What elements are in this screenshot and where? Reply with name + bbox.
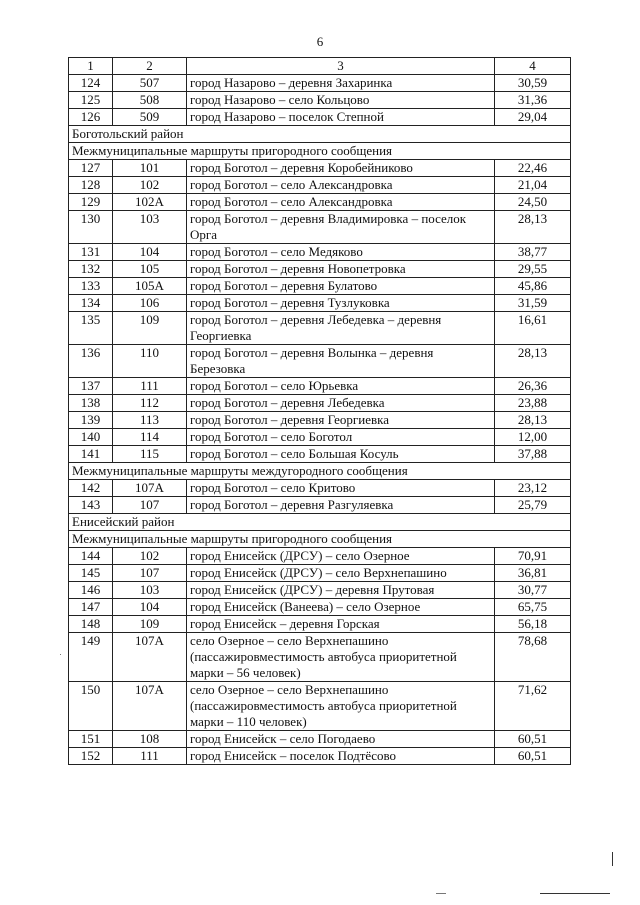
row-number-cell: 132 bbox=[69, 261, 113, 278]
route-number-cell: 110 bbox=[113, 345, 187, 378]
distance-cell: 78,68 bbox=[495, 633, 571, 682]
row-number-cell: 147 bbox=[69, 599, 113, 616]
route-name-cell: город Боготол – деревня Волынка – деревня Березовка bbox=[187, 345, 495, 378]
table-row bbox=[69, 92, 571, 109]
row-number-cell: 151 bbox=[69, 731, 113, 748]
row-number-cell: 145 bbox=[69, 565, 113, 582]
routes-table-body bbox=[69, 58, 571, 765]
route-number-cell: 107А bbox=[113, 633, 187, 682]
row-number-cell: 129 bbox=[69, 194, 113, 211]
route-name-cell: город Боготол – деревня Георгиевка bbox=[187, 412, 495, 429]
row-number-cell: 131 bbox=[69, 244, 113, 261]
route-name-cell: село Озерное – село Верхнепашино (пассажировместимость автобуса приоритетной марки – 110 человек) bbox=[187, 682, 495, 731]
distance-cell: 60,51 bbox=[495, 731, 571, 748]
section-title: Межмуниципальные маршруты междугородного сообщения bbox=[69, 463, 571, 480]
section-row bbox=[69, 531, 571, 548]
route-number-cell: 111 bbox=[113, 748, 187, 765]
distance-cell: 45,86 bbox=[495, 278, 571, 295]
route-name-cell: город Боготол – деревня Тузлуковка bbox=[187, 295, 495, 312]
route-number-cell: 115 bbox=[113, 446, 187, 463]
table-row bbox=[69, 244, 571, 261]
route-name-cell: город Боготол – село Александровка bbox=[187, 177, 495, 194]
route-name-cell: город Боготол – деревня Коробейниково bbox=[187, 160, 495, 177]
table-row bbox=[69, 731, 571, 748]
row-number-cell: 148 bbox=[69, 616, 113, 633]
table-row bbox=[69, 548, 571, 565]
row-number-cell: 149 bbox=[69, 633, 113, 682]
route-name-cell: город Боготол – деревня Булатово bbox=[187, 278, 495, 295]
row-number-cell: 150 bbox=[69, 682, 113, 731]
table-row bbox=[69, 446, 571, 463]
table-row bbox=[69, 395, 571, 412]
route-name-cell: город Боготол – село Юрьевка bbox=[187, 378, 495, 395]
distance-cell: 28,13 bbox=[495, 412, 571, 429]
section-title: Енисейский район bbox=[69, 514, 571, 531]
table-row bbox=[69, 261, 571, 278]
distance-cell: 31,36 bbox=[495, 92, 571, 109]
distance-cell: 28,13 bbox=[495, 345, 571, 378]
row-number-cell: 139 bbox=[69, 412, 113, 429]
row-number-cell: 128 bbox=[69, 177, 113, 194]
row-number-cell: 140 bbox=[69, 429, 113, 446]
distance-cell: 21,04 bbox=[495, 177, 571, 194]
distance-cell: 65,75 bbox=[495, 599, 571, 616]
distance-cell: 22,46 bbox=[495, 160, 571, 177]
routes-table bbox=[68, 57, 571, 765]
route-name-cell: город Енисейск (ДРСУ) – деревня Прутовая bbox=[187, 582, 495, 599]
distance-cell: 25,79 bbox=[495, 497, 571, 514]
route-number-cell: 508 bbox=[113, 92, 187, 109]
table-row bbox=[69, 599, 571, 616]
route-number-cell: 105 bbox=[113, 261, 187, 278]
route-name-cell: город Боготол – село Критово bbox=[187, 480, 495, 497]
route-number-cell: 104 bbox=[113, 599, 187, 616]
route-number-cell: 108 bbox=[113, 731, 187, 748]
table-row bbox=[69, 616, 571, 633]
section-row bbox=[69, 463, 571, 480]
section-row bbox=[69, 514, 571, 531]
route-number-cell: 112 bbox=[113, 395, 187, 412]
route-name-cell: город Енисейск – село Погодаево bbox=[187, 731, 495, 748]
route-name-cell: город Боготол – деревня Лебедевка – деревня Георгиевка bbox=[187, 312, 495, 345]
section-title: Межмуниципальные маршруты пригородного сообщения bbox=[69, 143, 571, 160]
table-row bbox=[69, 633, 571, 682]
table-header-row bbox=[69, 58, 571, 75]
table-row bbox=[69, 75, 571, 92]
header-cell-1: 1 bbox=[69, 58, 113, 75]
scan-speck bbox=[436, 893, 446, 894]
route-number-cell: 107 bbox=[113, 565, 187, 582]
scan-speck bbox=[60, 654, 61, 655]
route-number-cell: 113 bbox=[113, 412, 187, 429]
distance-cell: 16,61 bbox=[495, 312, 571, 345]
section-title: Боготольский район bbox=[69, 126, 571, 143]
route-number-cell: 111 bbox=[113, 378, 187, 395]
route-name-cell: город Енисейск – деревня Горская bbox=[187, 616, 495, 633]
distance-cell: 37,88 bbox=[495, 446, 571, 463]
route-number-cell: 114 bbox=[113, 429, 187, 446]
header-cell-4: 4 bbox=[495, 58, 571, 75]
row-number-cell: 136 bbox=[69, 345, 113, 378]
distance-cell: 31,59 bbox=[495, 295, 571, 312]
section-row bbox=[69, 126, 571, 143]
distance-cell: 23,88 bbox=[495, 395, 571, 412]
distance-cell: 29,04 bbox=[495, 109, 571, 126]
distance-cell: 60,51 bbox=[495, 748, 571, 765]
table-row bbox=[69, 177, 571, 194]
row-number-cell: 142 bbox=[69, 480, 113, 497]
distance-cell: 29,55 bbox=[495, 261, 571, 278]
route-name-cell: город Боготол – село Александровка bbox=[187, 194, 495, 211]
route-name-cell: город Назарово – деревня Захаринка bbox=[187, 75, 495, 92]
section-row bbox=[69, 143, 571, 160]
route-number-cell: 101 bbox=[113, 160, 187, 177]
route-name-cell: город Боготол – село Медяково bbox=[187, 244, 495, 261]
route-name-cell: город Боготол – деревня Разгуляевка bbox=[187, 497, 495, 514]
distance-cell: 12,00 bbox=[495, 429, 571, 446]
distance-cell: 24,50 bbox=[495, 194, 571, 211]
distance-cell: 23,12 bbox=[495, 480, 571, 497]
route-number-cell: 105А bbox=[113, 278, 187, 295]
row-number-cell: 143 bbox=[69, 497, 113, 514]
row-number-cell: 138 bbox=[69, 395, 113, 412]
header-cell-3: 3 bbox=[187, 58, 495, 75]
route-number-cell: 109 bbox=[113, 312, 187, 345]
row-number-cell: 134 bbox=[69, 295, 113, 312]
table-row bbox=[69, 480, 571, 497]
route-number-cell: 509 bbox=[113, 109, 187, 126]
route-name-cell: город Енисейск – поселок Подтёсово bbox=[187, 748, 495, 765]
route-number-cell: 102 bbox=[113, 548, 187, 565]
route-name-cell: город Боготол – деревня Владимировка – поселок Орга bbox=[187, 211, 495, 244]
row-number-cell: 133 bbox=[69, 278, 113, 295]
distance-cell: 38,77 bbox=[495, 244, 571, 261]
route-name-cell: город Назарово – поселок Степной bbox=[187, 109, 495, 126]
distance-cell: 30,59 bbox=[495, 75, 571, 92]
scan-edge-mark bbox=[540, 893, 610, 894]
route-number-cell: 107 bbox=[113, 497, 187, 514]
distance-cell: 71,62 bbox=[495, 682, 571, 731]
table-row bbox=[69, 160, 571, 177]
route-name-cell: город Боготол – деревня Новопетровка bbox=[187, 261, 495, 278]
route-name-cell: город Енисейск (ДРСУ) – село Верхнепашино bbox=[187, 565, 495, 582]
table-row bbox=[69, 295, 571, 312]
distance-cell: 30,77 bbox=[495, 582, 571, 599]
route-name-cell: город Енисейск (ДРСУ) – село Озерное bbox=[187, 548, 495, 565]
row-number-cell: 126 bbox=[69, 109, 113, 126]
page-number: 6 bbox=[316, 34, 324, 49]
route-name-cell: село Озерное – село Верхнепашино (пассажировместимость автобуса приоритетной марки – 56 человек) bbox=[187, 633, 495, 682]
table-row bbox=[69, 378, 571, 395]
table-row bbox=[69, 429, 571, 446]
distance-cell: 70,91 bbox=[495, 548, 571, 565]
row-number-cell: 124 bbox=[69, 75, 113, 92]
table-row bbox=[69, 211, 571, 244]
row-number-cell: 135 bbox=[69, 312, 113, 345]
route-number-cell: 107А bbox=[113, 480, 187, 497]
table-row bbox=[69, 565, 571, 582]
route-number-cell: 106 bbox=[113, 295, 187, 312]
section-title: Межмуниципальные маршруты пригородного сообщения bbox=[69, 531, 571, 548]
row-number-cell: 125 bbox=[69, 92, 113, 109]
row-number-cell: 127 bbox=[69, 160, 113, 177]
table-row bbox=[69, 412, 571, 429]
table-row bbox=[69, 682, 571, 731]
scan-edge-mark bbox=[612, 852, 613, 866]
table-row bbox=[69, 194, 571, 211]
distance-cell: 26,36 bbox=[495, 378, 571, 395]
row-number-cell: 144 bbox=[69, 548, 113, 565]
route-number-cell: 102А bbox=[113, 194, 187, 211]
route-number-cell: 109 bbox=[113, 616, 187, 633]
table-row bbox=[69, 748, 571, 765]
route-number-cell: 507 bbox=[113, 75, 187, 92]
route-name-cell: город Боготол – село Большая Косуль bbox=[187, 446, 495, 463]
route-number-cell: 104 bbox=[113, 244, 187, 261]
route-number-cell: 103 bbox=[113, 582, 187, 599]
route-name-cell: город Назарово – село Кольцово bbox=[187, 92, 495, 109]
row-number-cell: 130 bbox=[69, 211, 113, 244]
table-row bbox=[69, 109, 571, 126]
route-number-cell: 107А bbox=[113, 682, 187, 731]
route-number-cell: 102 bbox=[113, 177, 187, 194]
distance-cell: 56,18 bbox=[495, 616, 571, 633]
distance-cell: 28,13 bbox=[495, 211, 571, 244]
table-row bbox=[69, 345, 571, 378]
row-number-cell: 137 bbox=[69, 378, 113, 395]
table-row bbox=[69, 312, 571, 345]
row-number-cell: 141 bbox=[69, 446, 113, 463]
row-number-cell: 146 bbox=[69, 582, 113, 599]
table-row bbox=[69, 497, 571, 514]
row-number-cell: 152 bbox=[69, 748, 113, 765]
distance-cell: 36,81 bbox=[495, 565, 571, 582]
route-number-cell: 103 bbox=[113, 211, 187, 244]
route-name-cell: город Енисейск (Ванеева) – село Озерное bbox=[187, 599, 495, 616]
route-name-cell: город Боготол – деревня Лебедевка bbox=[187, 395, 495, 412]
route-name-cell: город Боготол – село Боготол bbox=[187, 429, 495, 446]
table-row bbox=[69, 582, 571, 599]
table-row bbox=[69, 278, 571, 295]
header-cell-2: 2 bbox=[113, 58, 187, 75]
